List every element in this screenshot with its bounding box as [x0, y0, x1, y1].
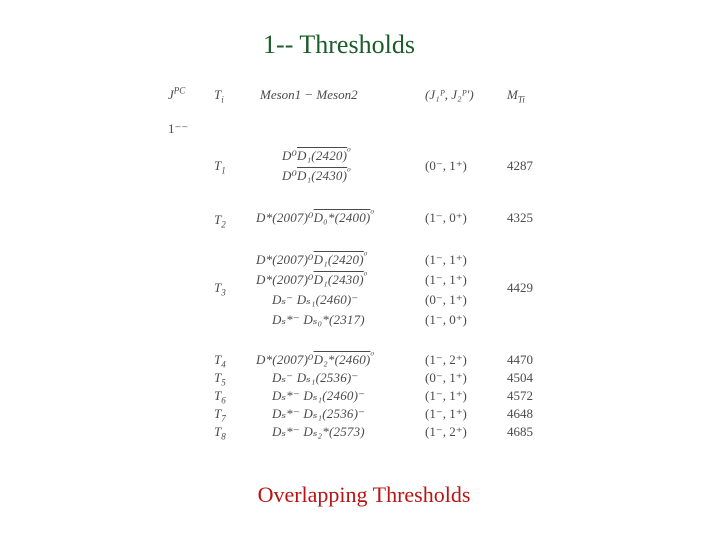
- meson2-charge: ⁰: [363, 270, 368, 281]
- mass-value: 4504: [507, 370, 533, 385]
- jp-value: (1⁻, 1⁺): [425, 388, 467, 403]
- meson-pair: [272, 369, 359, 387]
- header-ti: [214, 86, 224, 104]
- jp-value: (1⁻, 1⁺): [425, 252, 467, 267]
- meson1: Dₛ*⁻: [272, 406, 300, 421]
- header-mesons: Meson1 − Meson2: [260, 87, 358, 102]
- t1-base: T: [214, 158, 222, 173]
- meson2: D₁(2420): [297, 148, 348, 163]
- t5-base: T: [214, 370, 222, 385]
- t6-sub: 6: [221, 395, 226, 406]
- row-label-t5: [214, 369, 226, 387]
- jp-value: (1⁻, 2⁺): [425, 352, 467, 367]
- meson1: Dₛ*⁻: [272, 312, 300, 327]
- meson2: Dₛ₀*(2317): [303, 312, 365, 327]
- row-label-t3: [214, 279, 226, 297]
- t2-base: T: [214, 212, 222, 227]
- t7-base: T: [214, 406, 222, 421]
- row-label-t7: [214, 405, 226, 423]
- jp-value: (0⁻, 1⁺): [425, 158, 467, 173]
- meson-pair: [282, 167, 351, 185]
- meson2-charge: ⁰: [370, 208, 375, 219]
- meson2: Dₛ₁(2536)⁻: [303, 406, 366, 421]
- quantum-numbers: 1⁻⁻: [168, 121, 189, 136]
- meson2-charge: ⁰: [347, 146, 351, 157]
- meson1: D*(2007)⁰: [256, 272, 314, 287]
- meson1: D*(2007)⁰: [256, 352, 314, 367]
- t8-base: T: [214, 424, 222, 439]
- mass-value: 4648: [507, 406, 533, 421]
- t7-sub: 7: [221, 413, 226, 424]
- t4-sub: 4: [221, 359, 226, 370]
- header-mass-sub: Ti: [517, 94, 525, 105]
- meson1: D⁰: [282, 148, 297, 163]
- meson2: D₂*(2460): [313, 352, 371, 367]
- header-mass-base: M: [507, 87, 518, 102]
- meson2: Dₛ₁(2460)⁻: [296, 292, 359, 307]
- meson2: Dₛ₁(2536)⁻: [296, 370, 359, 385]
- meson2: D₁(2430): [313, 272, 364, 287]
- meson1: D*(2007)⁰: [256, 210, 314, 225]
- meson1: Dₛ*⁻: [272, 388, 300, 403]
- meson-pair: [256, 351, 374, 369]
- meson2: D₀*(2400): [313, 210, 371, 225]
- meson2-charge: ⁰: [347, 166, 351, 177]
- t1-sub: 1: [221, 165, 226, 176]
- meson1: Dₛ⁻: [272, 292, 294, 307]
- row-label-t6: [214, 387, 226, 405]
- meson1: Dₛ*⁻: [272, 424, 300, 439]
- header-jpc-sup: PC: [173, 85, 186, 96]
- jp-value: (1⁻, 0⁺): [425, 210, 467, 225]
- meson-pair: [256, 271, 368, 289]
- meson2-charge: ⁰: [363, 250, 368, 261]
- mass-value: 4685: [507, 424, 533, 439]
- t5-sub: 5: [221, 377, 226, 388]
- meson2: D₁(2430): [297, 168, 348, 183]
- row-label-t4: [214, 351, 226, 369]
- header-jp: (J₁ᴾ, J₂ᴾ′): [425, 87, 474, 102]
- meson-pair: [272, 311, 365, 329]
- t8-sub: 8: [221, 431, 226, 442]
- meson2-charge: ⁰: [370, 350, 375, 361]
- jp-value: (1⁻, 1⁺): [425, 406, 467, 421]
- t4-base: T: [214, 352, 222, 367]
- meson1: D*(2007)⁰: [256, 252, 314, 267]
- row-label-t8: [214, 423, 226, 441]
- meson-pair: [256, 209, 374, 227]
- row-label-t1: [214, 157, 226, 175]
- meson-pair: [256, 251, 368, 269]
- meson-pair: [282, 147, 351, 165]
- mass-value: 4429: [507, 280, 533, 295]
- t3-sub: 3: [221, 287, 226, 298]
- meson-pair: [272, 291, 359, 309]
- mass-value: 4572: [507, 388, 533, 403]
- t6-base: T: [214, 388, 222, 403]
- jp-value: (1⁻, 0⁺): [425, 312, 467, 327]
- mass-value: 4287: [507, 158, 533, 173]
- header-ti-base: T: [214, 87, 222, 102]
- t3-base: T: [214, 280, 222, 295]
- meson2: D₁(2420): [313, 252, 364, 267]
- meson-pair: [272, 405, 365, 423]
- meson2: Dₛ₂*(2573): [303, 424, 365, 439]
- jp-value: (1⁻, 1⁺): [425, 272, 467, 287]
- mass-value: 4325: [507, 210, 533, 225]
- meson1: Dₛ⁻: [272, 370, 294, 385]
- overlapping-thresholds-caption: Overlapping Thresholds: [257, 482, 471, 507]
- meson2: Dₛ₁(2460)⁻: [303, 388, 366, 403]
- jp-value: (0⁻, 1⁺): [425, 292, 467, 307]
- meson-pair: [272, 387, 365, 405]
- jp-value: (0⁻, 1⁺): [425, 370, 467, 385]
- meson1: D⁰: [282, 168, 297, 183]
- slide-title: 1-- Thresholds: [263, 30, 415, 59]
- header-mass: [507, 86, 525, 104]
- row-label-t2: [214, 211, 226, 229]
- jp-value: (1⁻, 2⁺): [425, 424, 467, 439]
- t2-sub: 2: [221, 219, 226, 230]
- meson-pair: [272, 423, 365, 441]
- mass-value: 4470: [507, 352, 533, 367]
- header-jpc-base: J: [168, 87, 174, 102]
- header-jpc: [168, 86, 185, 104]
- header-ti-sub: i: [221, 94, 224, 105]
